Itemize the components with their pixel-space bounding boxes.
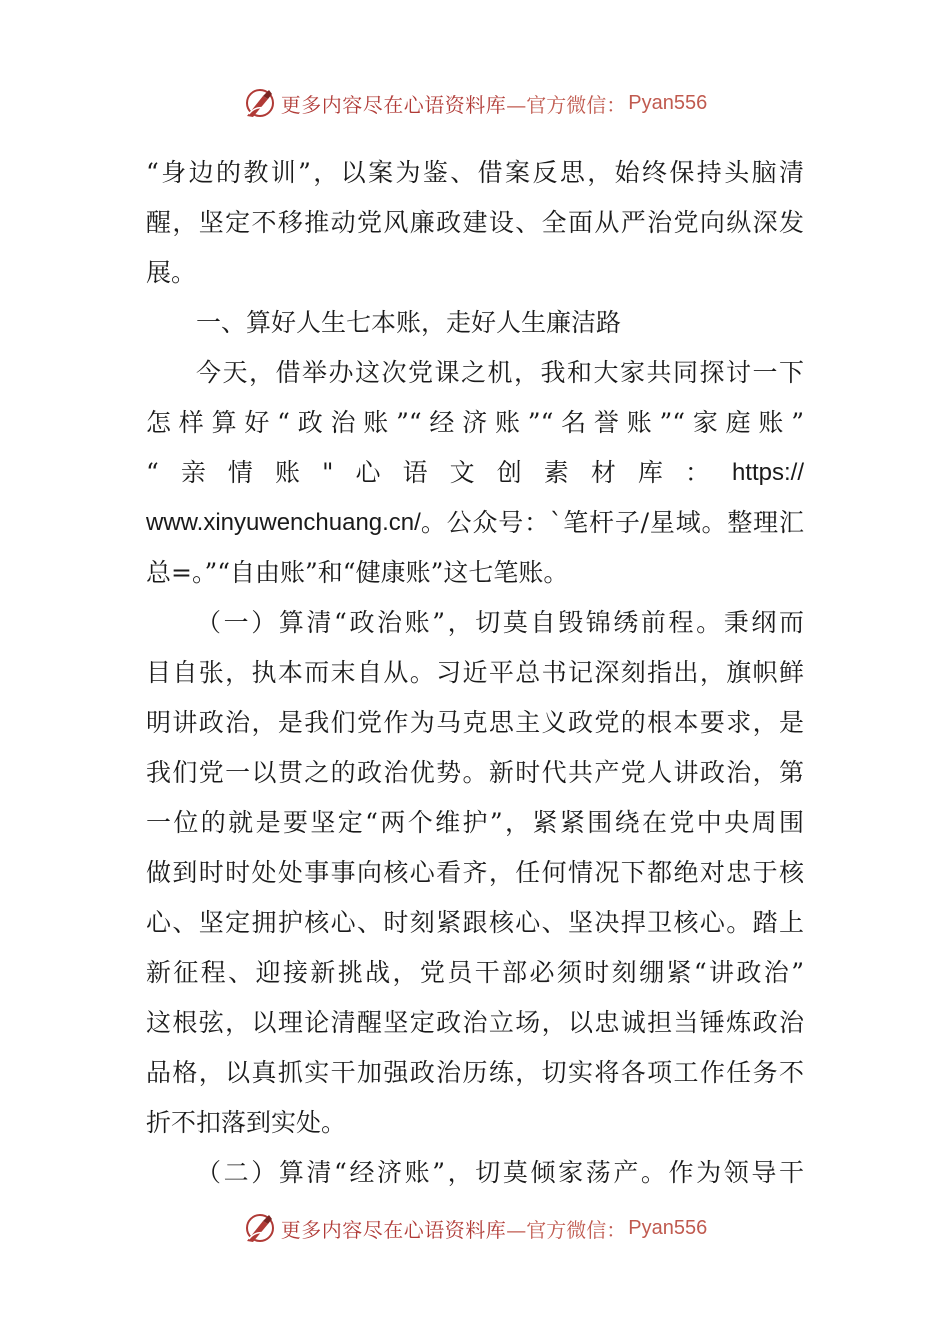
body-line-mixed <box>146 448 804 498</box>
document-body <box>146 148 804 1198</box>
wechat-handle: Pyan556 <box>628 1216 708 1239</box>
header-watermark-banner <box>0 83 950 123</box>
watermark-suffix: —官方微信： <box>506 92 627 117</box>
wechat-handle: Pyan556 <box>628 91 708 114</box>
body-line: “身边的教训”，以案为鉴、借案反思，始终保持头脑清 <box>146 158 804 187</box>
body-line: 目自张，执本而末自从。习近平总书记深刻指出，旗帜鲜 <box>146 658 804 687</box>
body-line: 我们党一以贯之的政治优势。新时代共产党人讲政治，第 <box>146 758 804 787</box>
watermark-suffix: —官方微信： <box>506 1217 627 1242</box>
watermark-text: 更多内容尽在心语资料库 <box>280 92 507 117</box>
subsection-line: （一）算清“政治账”，切莫自毁锦绣前程。秉纲而 <box>196 608 804 637</box>
body-line: 做到时时处处事事向核心看齐，任何情况下都绝对忠于核 <box>146 858 804 887</box>
body-line: 怎样算好“政治账”“经济账”“名誉账”“家庭账” <box>146 408 804 437</box>
pen-logo-icon <box>243 1211 277 1245</box>
body-line: 醒，坚定不移推动党风廉政建设、全面从严治党向纵深发 <box>146 208 804 237</box>
section-heading: 一、算好人生七本账，走好人生廉洁路 <box>196 308 622 337</box>
subsection-line: （二）算清“经济账”，切莫倾家荡产。作为领导干 <box>196 1158 804 1187</box>
body-line: 今天，借举办这次党课之机，我和大家共同探讨一下 <box>196 358 804 387</box>
body-line: 一位的就是要坚定“两个维护”，紧紧围绕在党中央周围 <box>146 808 804 837</box>
body-line: 心、坚定拥护核心、时刻紧跟核心、坚决捍卫核心。踏上 <box>146 908 804 937</box>
body-line-text: 。公众号：`笔杆子/星域。整理汇 <box>420 508 804 537</box>
inline-url: www.xinyuwenchuang.cn/ <box>146 509 421 536</box>
footer-watermark-banner <box>0 1208 950 1248</box>
body-line: 折不扣落到实处。 <box>146 1108 347 1137</box>
body-line: 这根弦，以理论清醒坚定政治立场，以忠诚担当锤炼政治 <box>146 1008 804 1037</box>
body-line: 品格，以真抓实干加强政治历练，切实将各项工作任务不 <box>146 1058 804 1087</box>
body-line: 总=。”“自由账”和“健康账”这七笔账。 <box>146 558 569 587</box>
body-line-mixed <box>146 498 804 548</box>
body-line: 新征程、迎接新挑战，党员干部必须时刻绷紧“讲政治” <box>146 958 804 987</box>
body-line: 展。 <box>146 258 197 287</box>
body-line-text: “亲情账"心语文创素材库： <box>146 458 710 487</box>
pen-logo-icon <box>243 86 277 120</box>
body-line: 明讲政治，是我们党作为马克思主义政党的根本要求，是 <box>146 708 804 737</box>
watermark-text: 更多内容尽在心语资料库 <box>280 1217 507 1242</box>
inline-url-part: https:// <box>731 459 804 486</box>
